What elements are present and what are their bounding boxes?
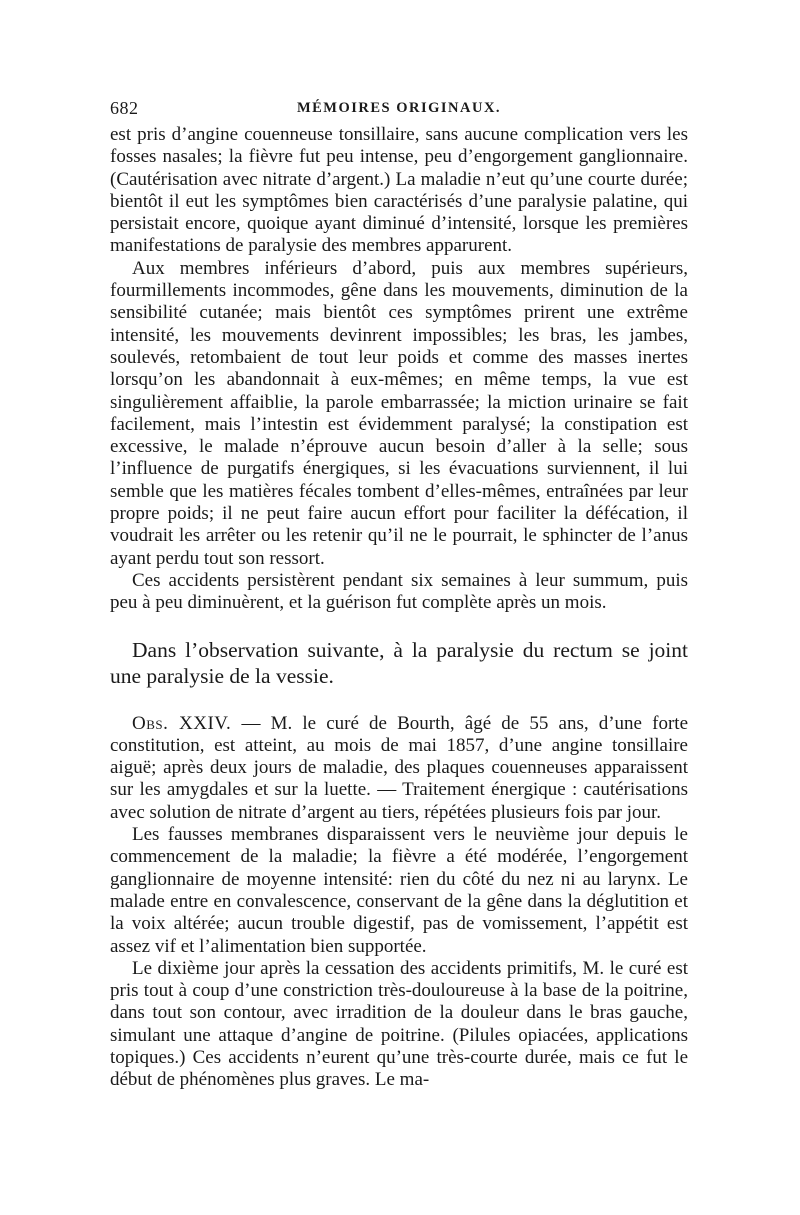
book-page: [110, 96, 688, 1092]
observation-label: Obs. XXIV.: [132, 712, 232, 734]
paragraph-convalescence: Les fausses membranes disparaissent vers le neuvième jour depuis le commencement de la maladie; la fièvre a été modérée, l’engorgement ganglionnaire de moyenne intensité: rien du côté du nez ni au larynx. Le malade entre en convalescence, conservant de la gêne dans la déglutition et la voix altérée; aucun trouble digestif, pas de vomissement, l’appétit est assez vif et l’alimentation bien supportée.: [110, 824, 688, 957]
observation-paragraph: [110, 713, 688, 824]
observation-text: — M. le curé de Bourth, âgé de 55 ans, d’une forte constitution, est atteint, au mois de mai 1857, d’une angine tonsillaire aiguë; après deux jours de maladie, des plaques couenneuses apparaissent sur les amygdales et sur la luette. — Traitement énergique : cautérisations avec solution de nitrate d’argent au tiers, répétées plusieurs fois par jour.: [110, 712, 688, 823]
running-title: MÉMOIRES ORIGINAUX.: [296, 100, 502, 116]
paragraph-tenth-day: Le dixième jour après la cessation des accidents primitifs, M. le curé est pris tout à coup d’une constriction très-douloureuse à la base de la poitrine, dans tout son contour, avec irradition de la douleur dans le bras gauche, simulant une attaque d’angine de poitrine. (Pilules opiacées, applications topiques.) Ces accidents n’eurent qu’une très-courte durée, mais ce fut le début de phénomènes plus graves. Le ma-: [110, 957, 688, 1091]
paragraph-symptoms: Aux membres inférieurs d’abord, puis aux membres supérieurs, fourmillements incommodes, gêne dans les mouvements, diminution de la sensibilité cutanée; mais bientôt ces symptômes prirent une extrême intensité, les mouvements devinrent impossibles; les bras, les jambes, soulevés, retombaient de tout leur poids et comme des masses inertes lorsqu’on les abandonnait à eux-mêmes; en même temps, la vue est singulièrement affaiblie, la parole embarrassée; la miction urinaire se fait facilement, mais l’intestin est évidemment paralysé; la constipation est excessive, le malade n’éprouve aucun besoin d’aller à la selle; sous l’influence de purgatifs énergiques, si les évacuations surviennent, il lui semble que les matières fécales tombent d’elles-mêmes, entraînées par leur propre poids; il ne peut faire aucun effort pour faciliter la défécation, il voudrait les arrêter ou les retenir qu’il ne le pourrait, le sphincter de l’anus ayant perdu tout son ressort.: [110, 257, 688, 569]
paragraph-continued: est pris d’angine couenneuse tonsillaire, sans aucune complication vers les fosses nasales; la fièvre fut peu intense, peu d’engorgement ganglionnaire. (Cautérisation avec nitrate d’argent.) La maladie n’eut qu’une courte durée; bientôt il eut les symptômes bien caractérisés d’une paralysie palatine, qui persistait encore, quoique ayant diminué d’intensité, lorsque les premières manifestations de paralysie des membres apparurent.: [110, 124, 688, 257]
page-number: 682: [110, 98, 139, 118]
paragraph-outcome: Ces accidents persistèrent pendant six semaines à leur summum, puis peu à peu diminuèrent, et la guérison fut complète après un mois.: [110, 569, 688, 614]
running-head: [110, 96, 688, 122]
section-note: Dans l’observation suivante, à la paralysie du rectum se joint une paralysie de la vessie.: [110, 637, 688, 688]
